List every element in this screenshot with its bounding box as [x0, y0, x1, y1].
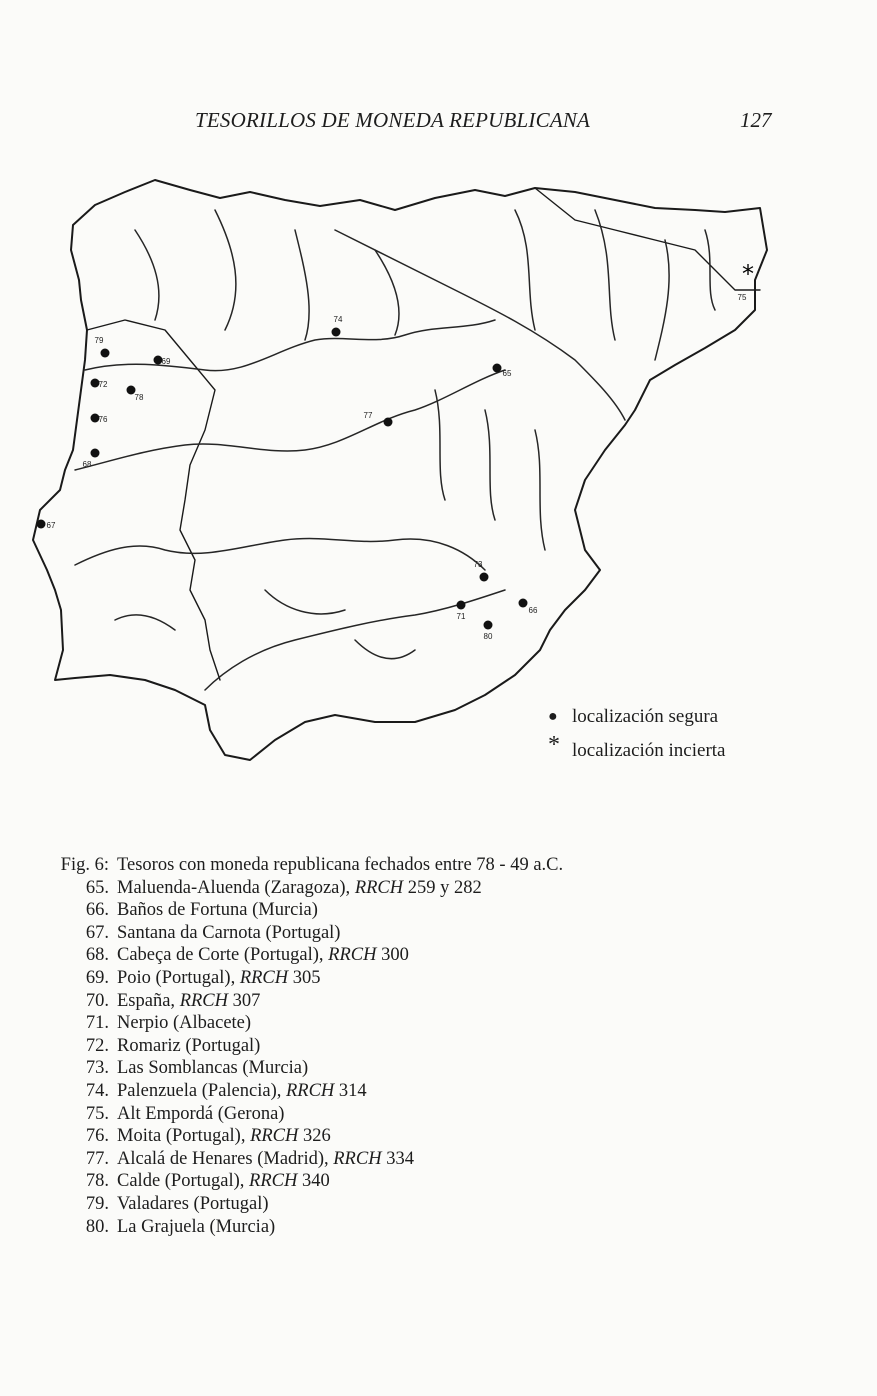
coastline: [33, 180, 767, 760]
river-minor: [355, 640, 415, 659]
caption-entry: [42, 922, 563, 945]
caption-entry: [42, 1035, 563, 1058]
caption-entry: [42, 1125, 563, 1148]
caption-entry-text: [117, 990, 260, 1013]
site-label: 80: [483, 632, 493, 641]
legend-secure-label: localización segura: [572, 706, 719, 727]
caption-entry-name: Moita (Portugal),: [117, 1126, 251, 1147]
site-label: 74: [333, 315, 343, 324]
caption-entry-number: 79.: [85, 1193, 109, 1214]
caption-entry-ref: RRCH: [249, 1171, 298, 1192]
dot-icon: [101, 349, 110, 358]
caption-entry: [42, 1193, 563, 1216]
site-marker: [474, 560, 489, 582]
caption-entry-text: [117, 944, 409, 967]
caption-entry: [42, 1080, 563, 1103]
border: [87, 320, 220, 680]
river-minor: [215, 210, 236, 330]
river-minor: [115, 615, 175, 630]
site-marker: [493, 364, 512, 379]
caption-entry-text: [117, 922, 340, 945]
site-label: 75: [737, 293, 747, 302]
river-guadiana: [75, 539, 485, 570]
caption-entry-text: [117, 899, 318, 922]
caption-entry: [42, 1012, 563, 1035]
caption-entry: [42, 967, 563, 990]
site-marker: [127, 386, 144, 403]
river-minor: [535, 430, 545, 550]
running-head: TESORILLOS DE MONEDA REPUBLICANA: [195, 108, 591, 132]
river-minor: [655, 240, 669, 360]
caption-entry-name: Santana da Carnota (Portugal): [117, 922, 341, 943]
caption-entry-ref-number: 305: [288, 967, 321, 988]
caption-entry-name: Valadares (Portugal): [117, 1193, 269, 1214]
site-label: 67: [46, 521, 56, 530]
dot-icon: [519, 599, 528, 608]
caption-entry: [42, 1103, 563, 1126]
site-marker: [91, 379, 108, 390]
caption-entry: [42, 944, 563, 967]
caption-entry-number: 72.: [85, 1035, 109, 1056]
site-label: 72: [98, 380, 108, 389]
site-label: 66: [528, 606, 538, 615]
caption-entry: [42, 1057, 563, 1080]
caption-entry-name: Romariz (Portugal): [117, 1035, 261, 1056]
dot-icon: [384, 418, 393, 427]
caption-entry-text: [117, 1012, 251, 1035]
caption-entry-ref: RRCH: [354, 877, 404, 898]
site-marker: [332, 315, 343, 337]
caption-entry-number: 77.: [85, 1148, 109, 1169]
river-duero: [85, 320, 495, 371]
caption-entry-text: [117, 1170, 330, 1193]
border: [535, 188, 760, 290]
caption-entry-name: Alt Empordá (Gerona): [117, 1103, 285, 1124]
river-minor: [705, 230, 715, 310]
caption-entry: [42, 877, 563, 900]
river-minor: [295, 230, 309, 340]
site-markers: [37, 260, 755, 641]
legend-uncertain-label: localización incierta: [572, 740, 726, 761]
asterisk-icon: *: [742, 260, 754, 288]
site-label: 77: [363, 411, 373, 420]
caption-entry-name: La Grajuela (Murcia): [117, 1216, 276, 1237]
figure-caption: [42, 854, 563, 1238]
dot-icon: [457, 601, 466, 610]
dot-icon: [332, 328, 341, 337]
caption-entry-text: [117, 1148, 414, 1171]
caption-entry-ref: RRCH: [333, 1148, 382, 1169]
site-label: 79: [94, 336, 104, 345]
caption-entry-text: [117, 1080, 367, 1103]
caption-entry: [42, 899, 563, 922]
caption-entry-number: 76.: [85, 1126, 109, 1147]
asterisk-icon: *: [548, 732, 560, 758]
site-marker: [738, 260, 754, 302]
caption-entry-number: 70.: [85, 990, 109, 1011]
caption-entry-text: [117, 1057, 308, 1080]
caption-entry-ref: RRCH: [239, 967, 289, 988]
site-marker: [83, 449, 100, 470]
caption-entry-text: [117, 1035, 260, 1058]
caption-entry-name: España,: [117, 990, 180, 1011]
page-number: 127: [740, 108, 772, 132]
caption-entry-ref-number: 314: [334, 1080, 367, 1101]
caption-entry-ref-number: 307: [228, 990, 261, 1011]
caption-entry: [42, 1216, 563, 1239]
caption-entries: [42, 877, 563, 1239]
site-marker: [457, 601, 466, 622]
site-label: 71: [456, 612, 466, 621]
river-minor: [515, 210, 535, 330]
caption-entry-ref-number: 326: [298, 1126, 331, 1147]
caption-entry: [42, 1148, 563, 1171]
site-label: 76: [98, 415, 108, 424]
site-label: 73: [473, 560, 483, 569]
caption-entry-name: Maluenda-Aluenda (Zaragoza),: [117, 877, 355, 898]
dot-icon: [37, 520, 46, 529]
caption-entry-ref-number: 340: [297, 1171, 330, 1192]
caption-entry-number: 74.: [85, 1080, 109, 1101]
dot-icon: ●: [548, 708, 558, 725]
river-ebro: [335, 230, 625, 420]
caption-entry: [42, 990, 563, 1013]
caption-entry-number: 80.: [85, 1216, 109, 1237]
caption-entry-number: 65.: [85, 877, 109, 898]
caption-entry-ref-number: 334: [381, 1148, 414, 1169]
river-minor: [135, 230, 159, 320]
caption-title: Tesoros con moneda republicana fechados entre 78 - 49 a.C.: [117, 855, 564, 875]
site-marker: [484, 621, 493, 642]
dot-icon: [480, 573, 489, 582]
caption-lead: Fig. 6:: [60, 855, 109, 875]
caption-entry-text: [117, 967, 321, 990]
map-legend: [548, 700, 726, 768]
caption-entry-name: Calde (Portugal),: [117, 1171, 250, 1192]
caption-entry-text: [117, 1125, 331, 1148]
caption-entry-text: [117, 1193, 269, 1216]
caption-entry-ref: RRCH: [328, 945, 377, 966]
caption-entry-name: Cabeça de Corte (Portugal),: [117, 945, 329, 966]
caption-entry-name: Las Somblancas (Murcia): [117, 1058, 309, 1079]
caption-entry-ref: RRCH: [250, 1126, 299, 1147]
site-label: 69: [161, 357, 171, 366]
caption-entry-name: Alcalá de Henares (Madrid),: [117, 1148, 334, 1169]
caption-entry-number: 66.: [85, 900, 109, 921]
iberia-map: [15, 170, 775, 780]
caption-entry-number: 71.: [85, 1013, 109, 1034]
river-minor: [435, 390, 445, 500]
river-minor: [485, 410, 495, 520]
caption-entry: [42, 1170, 563, 1193]
legend-uncertain: [548, 734, 726, 768]
dot-icon: [91, 449, 100, 458]
dot-icon: [484, 621, 493, 630]
site-marker: [91, 414, 108, 425]
site-label: 78: [134, 393, 144, 402]
caption-entry-text: [117, 1216, 275, 1239]
caption-entry-name: Baños de Fortuna (Murcia): [117, 900, 318, 921]
caption-entry-text: [117, 877, 482, 900]
caption-entry-number: 78.: [85, 1171, 109, 1192]
site-label: 68: [82, 460, 92, 469]
dot-icon: [493, 364, 502, 373]
legend-secure: [548, 700, 726, 734]
caption-entry-ref: RRCH: [285, 1080, 335, 1101]
caption-entry-number: 75.: [85, 1103, 109, 1124]
iberia-map-svg: [15, 170, 775, 780]
caption-entry-ref: RRCH: [179, 990, 228, 1011]
river-minor: [265, 590, 345, 614]
site-marker: [37, 520, 56, 531]
caption-entry-number: 73.: [85, 1058, 109, 1079]
caption-entry-number: 67.: [85, 922, 109, 943]
site-marker: [519, 599, 538, 616]
caption-title-row: [42, 854, 563, 877]
caption-entry-text: [117, 1103, 284, 1126]
caption-entry-number: 69.: [85, 967, 109, 988]
caption-entry-number: 68.: [85, 945, 109, 966]
site-marker: [95, 336, 110, 358]
caption-entry-name: Nerpio (Albacete): [117, 1013, 252, 1034]
caption-entry-name: Poio (Portugal),: [117, 967, 240, 988]
river-minor: [375, 250, 399, 335]
caption-entry-name: Palenzuela (Palencia),: [117, 1080, 286, 1101]
caption-entry-ref-number: 259 y 282: [403, 877, 482, 898]
caption-entry-ref-number: 300: [376, 945, 409, 966]
site-label: 65: [502, 369, 512, 378]
